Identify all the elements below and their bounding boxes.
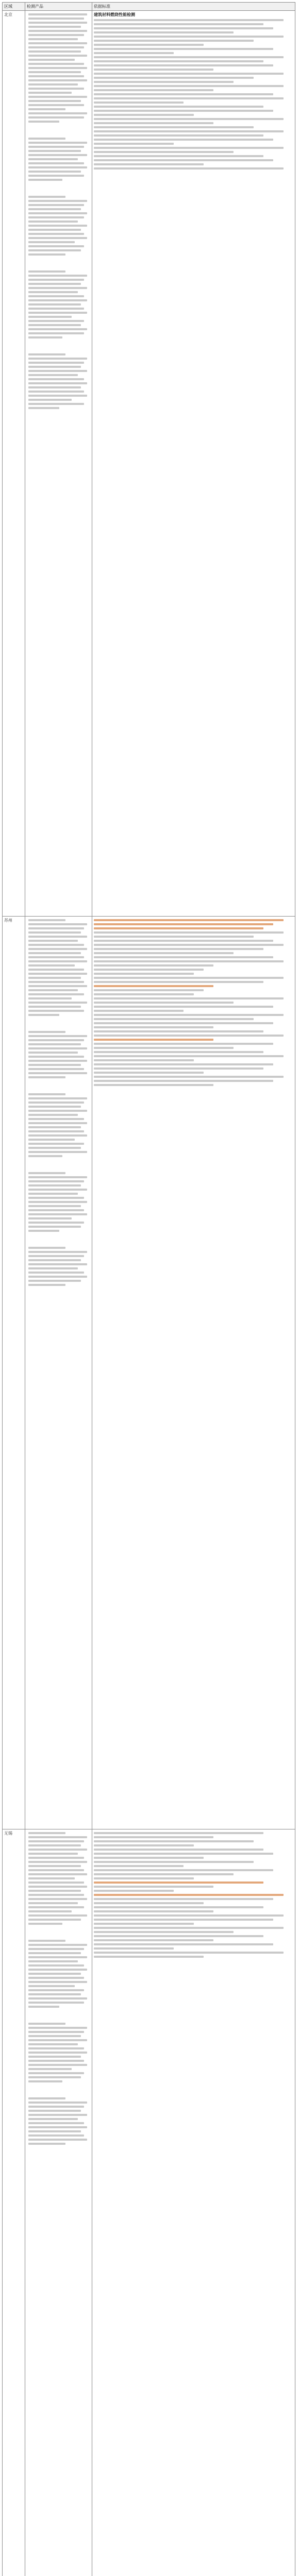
table-row (3, 11, 295, 917)
scope-block (28, 138, 90, 181)
table-row (3, 917, 295, 1829)
scope-block (28, 1093, 90, 1157)
scope-block (28, 270, 90, 338)
scope-block (28, 919, 90, 1016)
section-title: 建筑材料燃烧性能检测 (94, 12, 135, 17)
standard-cell (92, 11, 295, 917)
scope-block (28, 1940, 90, 2008)
region-name: 北京 (3, 11, 25, 917)
table-row (3, 1829, 295, 2576)
scope-cell (25, 1829, 92, 2576)
scope-block (28, 196, 90, 256)
header-standard: 依据标准 (92, 3, 295, 11)
standard-cell (92, 1829, 295, 2576)
scope-block (28, 13, 90, 123)
scope-block (28, 2097, 90, 2145)
scope-block (28, 353, 90, 409)
scope-block (28, 1172, 90, 1232)
standards-table (2, 2, 295, 2576)
header-region: 区域 (3, 3, 25, 11)
scope-block (28, 1832, 90, 1925)
scope-block (28, 1031, 90, 1078)
scope-cell (25, 917, 92, 1829)
region-name: 苏州 (3, 917, 25, 1829)
scope-cell (25, 11, 92, 917)
standard-cell (92, 917, 295, 1829)
region-name: 无锡 (3, 1829, 25, 2576)
header-scope: 检测产品 (25, 3, 92, 11)
scope-block (28, 2023, 90, 2082)
scope-block (28, 1247, 90, 1286)
table-header-row (3, 3, 295, 11)
